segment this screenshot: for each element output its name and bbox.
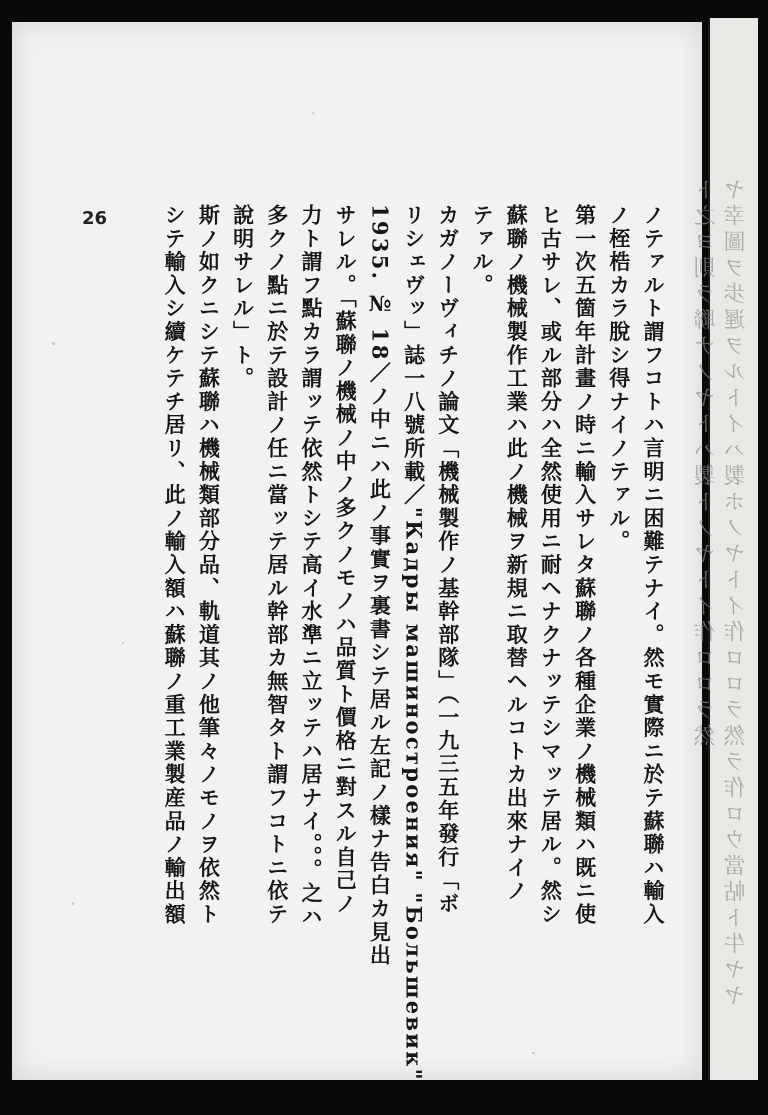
text-line: ヒ古サレ、或ル部分ハ全然使用ニ耐ヘナクナッテシマッテ居ル。然シ — [538, 204, 564, 927]
print-speck — [532, 1052, 535, 1054]
text-line: ノテァルト謂フコトハ言明ニ困難テナイ。然モ實際ニ於テ蘇聯ハ輸入 — [641, 204, 666, 927]
print-speck — [122, 642, 124, 644]
show-through-text: ヤ幸圖ヲ歩遲ヲルトイハ製ホノヤトイ作ロロラ然ラ作ロウ當帖ト牛ヤヤ — [724, 178, 749, 1010]
text-line: カガノーヴィチノ論文「機械製作ノ基幹部隊」（一九三五年發行「ボ — [435, 204, 461, 916]
text-line: シテ輸入シ續ケテチ居リ、此ノ輸入額ハ蘇聯ノ重工業製産品ノ輸出額 — [162, 204, 188, 927]
page-number: 26 — [82, 208, 108, 229]
text-line: 多クノ點ニ於テ設計ノ任ニ當ッテ居ル幹部カ無智タト謂フコトニ依テ — [264, 204, 290, 927]
text-line: 說明サレル」ト。 — [230, 204, 256, 391]
vertical-text-block — [157, 204, 670, 1082]
text-line: 力ト謂フ點カラ謂ッテ依然トシテ高イ水準ニ立ッテハ居ナイ。。。之ハ — [298, 204, 324, 929]
text-line: 蘇聯ノ機械製作工業ハ此ノ機械ヲ新規ニ取替ヘルコトカ出來ナイノ — [504, 204, 530, 903]
book-page — [12, 22, 702, 1080]
text-line: テァル。 — [469, 204, 495, 298]
text-line: リシェヴッ」誌一八號所載／"Кадры машиностроения" "Большевик" — [401, 204, 427, 1082]
text-line: 斯ノ如クニシテ蘇聯ハ機械類部分品、軌道其ノ他筆々ノモノヲ依然ト — [196, 204, 222, 927]
print-speck — [312, 112, 314, 114]
adjacent-page-edge — [694, 18, 758, 1080]
show-through-text: ト之ヨ則ラ聯ナノヤトハ製トノヤトイ作ロロラ然 — [694, 178, 719, 750]
print-speck — [72, 902, 74, 905]
text-line: 1935. № 18／ノ中ニハ此ノ事實ヲ裏書シテ居ル左記ノ樣ナ告白カ見出 — [367, 204, 393, 968]
print-speck — [52, 342, 55, 345]
text-line: ノ桎梏カラ脫シ得ナイノテァル。 — [606, 204, 632, 554]
text-line: 第一次五箇年計畫ノ時ニ輸入サレタ蘇聯ノ各種企業ノ機械類ハ既ニ使 — [572, 204, 598, 927]
text-line: サレル。「蘇聯ノ機械ノ中ノ多クノモノハ品質ト價格ニ對スル自己ノ — [333, 204, 359, 916]
